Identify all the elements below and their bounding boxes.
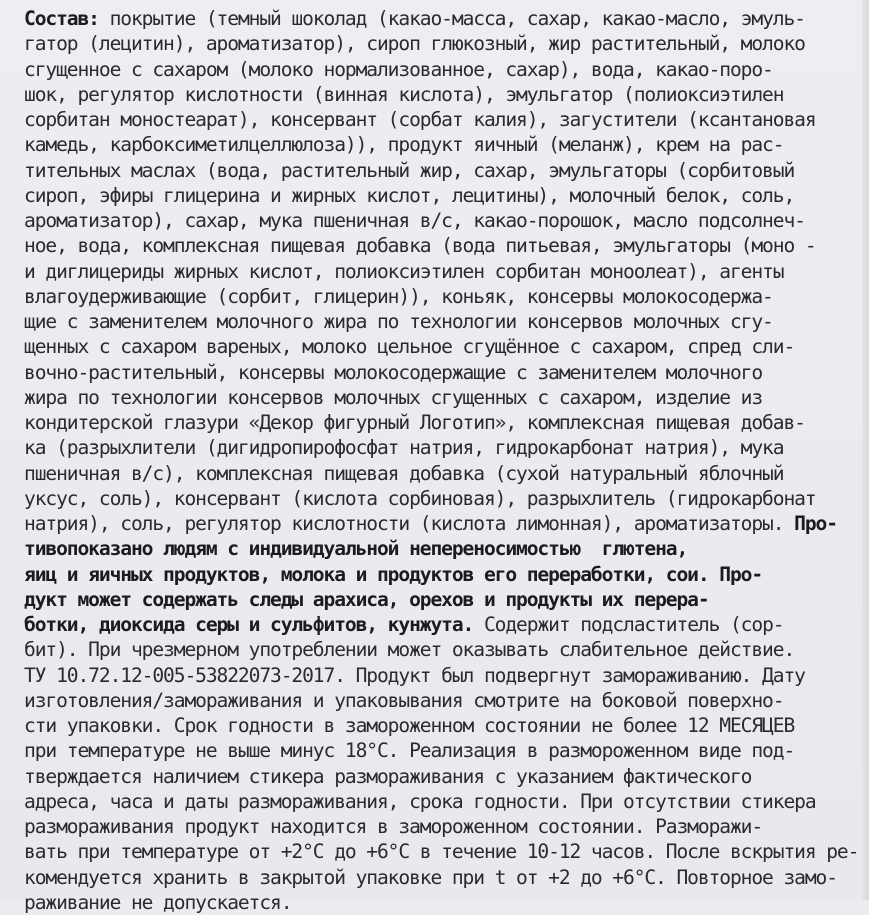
text-line [24,334,860,359]
bold-text-segment: тивопоказано людям с индивидуальной непереносимостью глютена, [24,537,688,561]
text-segment: камедь, карбоксиметилцеллюлоза)), продукт яичный (меланж), крем на рас- [24,133,784,157]
text-segment: вочно-растительный, консервы молокосодержащие с заменителем молочного [24,360,763,384]
bold-text-segment: Про- [794,512,837,535]
text-line [24,839,860,864]
text-segment: ка (разрыхлители (дигидропирофосфат натрия, гидрокарбонат натрия), мука [24,436,784,460]
text-segment: пшеничная в/с), комплексная пищевая добавка (сухой натуральный яблочный [24,461,784,485]
text-line [24,132,860,157]
package-edge [862,0,869,900]
text-line [24,31,860,56]
text-segment: вать при температуре от +2°С до +6°С в течение 10-12 часов. После вскрытия ре- [24,840,859,864]
text-line [24,865,860,890]
text-line [24,536,860,561]
text-segment: щие с заменителем молочного жира по технологии консервов молочных сгу- [24,310,773,333]
text-line [24,612,860,637]
text-line [24,587,860,612]
text-line [24,435,860,460]
text-segment: комендуется хранить в закрытой упаковке при t от +2 до +6°С. Повторное замо- [24,865,837,889]
text-segment: щенных с сахаром вареных, молоко цельное сгущённое с сахаром, спред сли- [24,335,795,359]
text-line [24,486,860,511]
text-segment: сироп, эфиры глицерина и жирных кислот, лецитины), молочный белок, соль, [24,183,795,207]
text-segment: раживание не допускается. [24,890,292,914]
text-line [24,6,860,31]
text-segment: шок, регулятор кислотности (винная кислота), эмульгатор (полиоксиэтилен [24,82,784,106]
text-segment: гатор (лецитин), ароматизатор), сироп глюкозный, жир растительный, молоко [24,32,805,56]
text-line [24,183,860,208]
text-segment: ное, вода, комплексная пищевая добавка (вода питьевая, эмульгаторы (моно - [24,234,816,258]
text-segment: сгущенное с сахаром (молоко нормализованное, сахар), вода, какао-порo- [24,57,773,81]
text-segment: натрия), соль, регулятор кислотности (кислота лимонная), ароматизаторы. [24,512,795,535]
text-line [24,410,860,435]
text-line [24,789,860,814]
text-line [24,738,860,763]
text-line [24,158,860,183]
text-segment: сти упаковки. Срок годности в замороженном состоянии не более 12 МЕСЯЦЕВ [24,714,795,737]
text-line [24,309,860,334]
text-segment: ТУ 10.72.12-005-53822073-2017. Продукт был подвергнут замораживанию. Дату [24,663,805,687]
text-segment: бит). При чрезмерном употреблении может оказывать слабительное действие. [24,638,795,662]
text-line [24,107,860,132]
text-line [24,688,860,713]
text-line [24,637,860,662]
text-segment: изготовления/замораживания и упаковывания смотрите на боковой поверхно- [24,688,784,712]
bold-text-segment: ботки, диоксида серы и сульфитов, кунжута. [24,613,474,636]
text-line [24,233,860,258]
text-line [24,284,860,309]
text-line [24,461,860,486]
text-segment: влагоудерживающие (сорбит, глицерин)), коньяк, консервы молокосодержа- [24,284,773,308]
text-line [24,764,860,789]
text-segment: Содержит подсластитель (сор- [473,613,784,636]
ingredients-text-block [24,6,860,915]
text-segment: и диглицериды жирных кислот, полиоксиэтилен сорбитан моноолеат), агенты [24,259,784,283]
text-line [24,663,860,688]
text-line [24,82,860,107]
text-segment: тверждается наличием стикера размораживания с указанием фактического [24,764,752,788]
text-segment: размораживания продукт находится в замороженном состоянии. Разморажи- [24,815,763,838]
text-line [24,814,860,839]
text-segment: ароматизатор), сахар, мука пшеничная в/с, какао-порошок, масло подсолнеч- [24,209,805,232]
text-segment: кондитерской глазури «Декор фигурный Логотип», комплексная пищевая добав- [24,411,805,434]
text-segment: покрытие (темный шоколад (какао-масса, сахар, какао-масло, эмуль- [98,7,805,30]
text-line [24,259,860,284]
bold-text-segment: Состав: [24,7,99,30]
bold-text-segment: яиц и яичных продуктов, молока и продуктов его переработки, сои. Про- [24,562,763,586]
text-line [24,890,860,915]
text-segment: при температуре не выше минус 18°С. Реализация в размороженном виде под- [24,739,795,763]
text-segment: сорбитан моностеарат), консервант (сорбат калия), загустители (ксантановая [24,108,816,131]
text-line [24,511,860,536]
text-line [24,360,860,385]
text-line [24,713,860,738]
text-line [24,208,860,233]
text-segment: уксус, соль), консервант (кислота сорбиновая), разрыхлитель (гидрокарбонат [24,486,816,510]
text-segment: жира по технологии консервов молочных сгущенных с сахаром, изделие из [24,385,763,409]
text-segment: адреса, часа и даты размораживания, срока годности. При отсутствии стикера [24,789,816,813]
text-line [24,57,860,82]
text-segment: тительных маслах (вода, растительный жир, сахар, эмульгаторы (сорбитовый [24,158,795,182]
text-line [24,385,860,410]
text-line [24,562,860,587]
bold-text-segment: дукт может содержать следы арахиса, орехов и продукты их перера- [24,587,709,611]
